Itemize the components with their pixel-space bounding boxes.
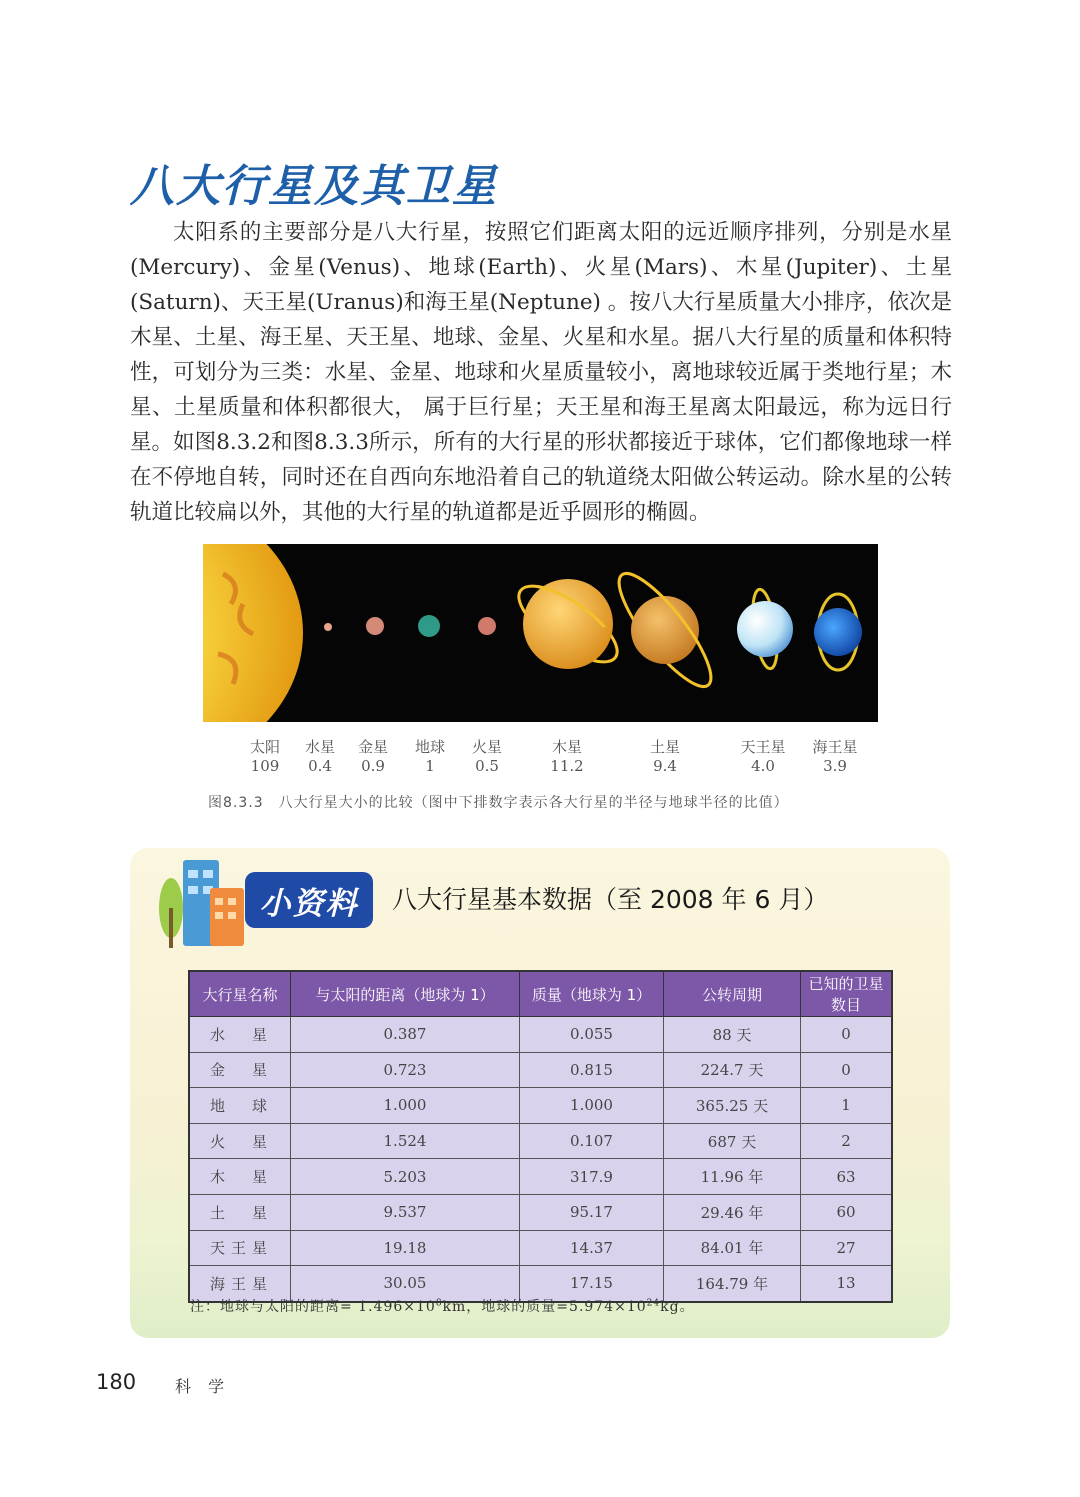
distance-cell: 1.524	[291, 1123, 520, 1159]
book-name: 科 学	[175, 1377, 231, 1396]
label-neptune: 海王星 3.9	[812, 738, 858, 775]
planet-name-cell: 海王星	[189, 1266, 291, 1302]
venus	[366, 617, 384, 635]
planet-name-cell: 金 星	[189, 1052, 291, 1088]
satellites-cell: 0	[801, 1017, 893, 1053]
table-note: 注：地球与太阳的距离= $1.496\times 10^8km$，地球的质量$=5.974\times 10^{24}kg$。	[190, 1298, 695, 1315]
label-venus: 金星 0.9	[357, 738, 388, 775]
mass-cell: 0.107	[520, 1123, 664, 1159]
mass-cell: 17.15	[520, 1266, 664, 1302]
page-title: 八大行星及其卫星	[130, 161, 498, 212]
col-satellites: 已知的卫星数目	[801, 971, 893, 1017]
label-saturn: 土星 9.4	[649, 738, 680, 775]
books-icon	[155, 848, 255, 958]
mass-cell: 14.37	[520, 1230, 664, 1266]
page-number: 180	[96, 1370, 137, 1394]
label-earth: 地球 1	[414, 738, 445, 775]
table-row	[189, 1123, 892, 1159]
distance-cell: 0.387	[291, 1017, 520, 1053]
label-jupiter: 木星 11.2	[550, 738, 584, 775]
period-cell: 164.79 年	[664, 1266, 801, 1302]
col-planet-name: 大行星名称	[189, 971, 291, 1017]
mass-cell: 0.055	[520, 1017, 664, 1053]
info-title: 八大行星基本数据（至 2008 年 6 月）	[392, 885, 829, 914]
distance-cell: 5.203	[291, 1159, 520, 1195]
col-distance: 与太阳的距离（地球为 1）	[291, 971, 520, 1017]
planet-name-cell: 天王星	[189, 1230, 291, 1266]
period-cell: 365.25 天	[664, 1088, 801, 1124]
uranus	[737, 601, 793, 657]
table-row	[189, 1159, 892, 1195]
planet-data-table	[188, 970, 893, 1303]
mass-cell: 1.000	[520, 1088, 664, 1124]
planet-size-figure	[203, 544, 878, 722]
table-row	[189, 1017, 892, 1053]
satellites-cell: 13	[801, 1266, 893, 1302]
period-cell: 29.46 年	[664, 1194, 801, 1230]
period-cell: 11.96 年	[664, 1159, 801, 1195]
paragraph-orbits: 如图8.3.2和图8.3.3所示，所有的大行星的形状都接近于球体，它们都像地球一样在不停地自转，同时还在自西向东地沿着自己的轨道绕太阳做公转运动。除水星的公转轨道比较扁以外，其他的大行星的轨道都是近乎圆形的椭圆。	[130, 430, 952, 525]
label-sun: 太阳 109	[249, 738, 280, 775]
jupiter	[523, 579, 613, 669]
table-row	[189, 1052, 892, 1088]
period-cell: 687 天	[664, 1123, 801, 1159]
planet-name-cell: 水 星	[189, 1017, 291, 1053]
label-mars: 火星 0.5	[471, 738, 502, 775]
info-badge: 小资料	[245, 872, 373, 928]
satellites-cell: 0	[801, 1052, 893, 1088]
satellites-cell: 27	[801, 1230, 893, 1266]
satellites-cell: 2	[801, 1123, 893, 1159]
period-cell: 88 天	[664, 1017, 801, 1053]
table-header-row	[189, 971, 892, 1017]
figure-caption: 图8.3.3 八大行星大小的比较（图中下排数字表示各大行星的半径与地球半径的比值）	[208, 795, 789, 811]
distance-cell: 19.18	[291, 1230, 520, 1266]
planet-name-cell: 火 星	[189, 1123, 291, 1159]
paragraph-intro: 太阳系的主要部分是八大行星，按照它们距离太阳的远近顺序排列，分别是水星(Mercury)、金星(Venus)、地球(Earth)、火星(Mars)、木星(Jupiter)、土星(Saturn)、天王星(Uranus)和海王星(Neptune) 。按八大行星质量大小排序，依次是木星、土星、海王星、天王星、地球、金星、火星和水星。据八大行星的质量和体积特性，可划分为三类：水星、金星、地球和火星质量较小，离地球较近属于类地行星；木星、土星质量和体积都很大， 属于巨行星；天王星和海王星离太阳最远，称为远日行星。	[130, 220, 952, 455]
planet-name-cell: 土 星	[189, 1194, 291, 1230]
satellites-cell: 63	[801, 1159, 893, 1195]
period-cell: 84.01 年	[664, 1230, 801, 1266]
label-uranus: 天王星 4.0	[740, 738, 786, 775]
col-mass: 质量（地球为 1）	[520, 971, 664, 1017]
mars	[478, 617, 496, 635]
neptune	[814, 608, 862, 656]
satellites-cell: 1	[801, 1088, 893, 1124]
period-cell: 224.7 天	[664, 1052, 801, 1088]
distance-cell: 1.000	[291, 1088, 520, 1124]
planet-name-cell: 地 球	[189, 1088, 291, 1124]
satellites-cell: 60	[801, 1194, 893, 1230]
distance-cell: 30.05	[291, 1266, 520, 1302]
planet-name-cell: 木 星	[189, 1159, 291, 1195]
label-mercury: 水星 0.4	[304, 738, 335, 775]
mercury	[324, 623, 332, 631]
mass-cell: 0.815	[520, 1052, 664, 1088]
earth	[418, 615, 440, 637]
table-row	[189, 1194, 892, 1230]
table-row	[189, 1230, 892, 1266]
col-period: 公转周期	[664, 971, 801, 1017]
table-row	[189, 1088, 892, 1124]
mass-cell: 95.17	[520, 1194, 664, 1230]
distance-cell: 9.537	[291, 1194, 520, 1230]
mass-cell: 317.9	[520, 1159, 664, 1195]
planet-labels	[203, 738, 878, 780]
distance-cell: 0.723	[291, 1052, 520, 1088]
